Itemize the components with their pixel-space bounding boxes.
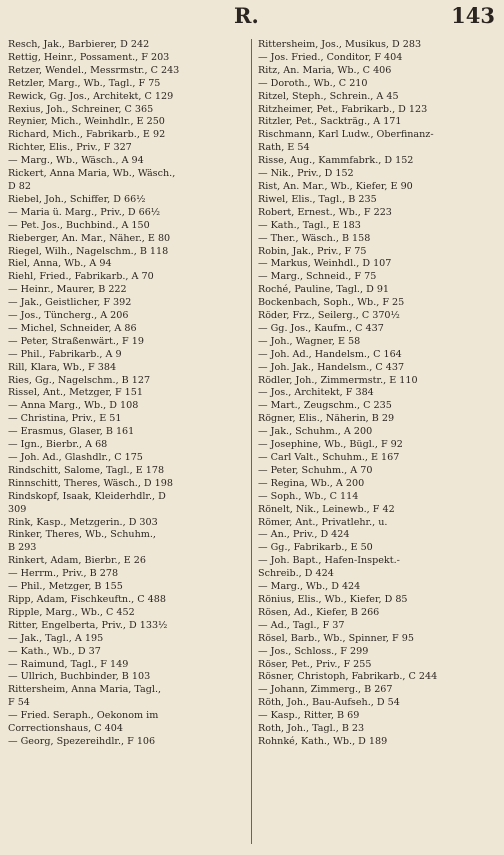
directory-entry: — Marg., Wb., D 424	[258, 581, 361, 593]
directory-entry: — Josephine, Wb., Bügl., F 92	[258, 439, 403, 451]
directory-entry: Rettig, Heinr., Possament., F 203	[8, 51, 170, 63]
directory-entry: Robin, Jak., Priv., F 75	[258, 245, 367, 257]
directory-entry: Rösen, Ad., Kiefer, B 266	[258, 606, 380, 618]
directory-entry: Rist, An. Mar., Wb., Kiefer, E 90	[258, 180, 413, 192]
directory-entry: Rieberger, An. Mar., Näher., E 80	[8, 232, 171, 244]
directory-entry: Resch, Jak., Barbierer, D 242	[8, 39, 150, 50]
directory-entry: Robert, Ernest., Wb., F 223	[258, 206, 392, 218]
directory-entry: Richard, Mich., Fabrikarb., E 92	[8, 129, 166, 141]
directory-entry: — Jos., Tüncherg., A 206	[8, 310, 129, 322]
directory-entry: — Peter, Schuhm., A 70	[258, 464, 373, 476]
directory-entry: Rischmann, Karl Ludw., Oberfinanz-	[258, 129, 434, 141]
directory-entry: — Georg, Spezereihdlr., F 106	[8, 735, 156, 747]
directory-entry: — Mart., Zeugschm., C 235	[258, 400, 392, 412]
directory-entry: — Regina, Wb., A 200	[258, 477, 365, 489]
directory-entry: — Marg., Wb., Wäsch., A 94	[8, 155, 144, 167]
directory-entry: — Kath., Wb., D 37	[8, 645, 101, 657]
directory-entry: — Joh. Jak., Handelsm., C 437	[258, 361, 405, 373]
directory-entry: — Ad., Tagl., F 37	[258, 619, 345, 631]
directory-entry: — Phil., Fabrikarb., A 9	[8, 348, 122, 360]
directory-entry: Ritter, Engelberta, Priv., D 133½	[8, 619, 168, 631]
directory-entry: Retzler, Marg., Wb., Tagl., F 75	[8, 77, 161, 89]
directory-entry: Ripple, Marg., Wb., C 452	[8, 606, 135, 618]
directory-entry: — Phil., Metzger, B 155	[8, 581, 123, 593]
directory-entry: Bockenbach, Soph., Wb., F 25	[258, 297, 405, 309]
left-column	[8, 39, 248, 749]
directory-entry: Schreib., D 424	[258, 568, 334, 580]
directory-entry: Rittersheim, Anna Maria, Tagl.,	[8, 684, 162, 696]
directory-entry: Ritzler, Pet., Sackträg., A 171	[258, 116, 402, 128]
directory-entry: Riel, Anna, Wb., A 94	[8, 258, 112, 270]
directory-entry: — Ullrich, Buchbinder, B 103	[8, 671, 151, 683]
directory-entry: — Marg., Schneid., F 75	[258, 271, 377, 283]
directory-entry: Ritzheimer, Pet., Fabrikarb., D 123	[258, 103, 428, 115]
directory-columns	[0, 39, 504, 851]
directory-entry: Rönius, Elis., Wb., Kiefer, D 85	[258, 593, 408, 605]
directory-entry: Rewick, Gg. Jos., Architekt, C 129	[8, 90, 174, 102]
directory-entry: — Johann, Zimmerg., B 267	[258, 684, 393, 696]
directory-entry: Römer, Ant., Privatlehr., u.	[258, 516, 388, 528]
directory-entry: — Jos., Schloss., F 299	[258, 645, 369, 657]
directory-entry: — Gg. Jos., Kaufm., C 437	[258, 322, 384, 334]
directory-entry: — Herrm., Priv., B 278	[8, 568, 119, 580]
directory-entry: — Peter, Straßenwärt., F 19	[8, 335, 144, 347]
directory-entry: Rexius, Joh., Schreiner, C 365	[8, 103, 154, 115]
directory-entry: Rinnschitt, Theres, Wäsch., D 198	[8, 477, 173, 489]
directory-entry: 309	[8, 503, 27, 515]
directory-entry: Ritzel, Steph., Schrein., A 45	[258, 90, 399, 102]
directory-entry: — Michel, Schneider, A 86	[8, 322, 137, 334]
directory-entry: F 54	[8, 697, 30, 709]
directory-entry: — Jak., Geistlicher, F 392	[8, 297, 132, 309]
directory-entry: — Joh. Ad., Glashdlr., C 175	[8, 452, 143, 463]
directory-entry: — Heinr., Maurer, B 222	[8, 284, 127, 296]
directory-entry: Rickert, Anna Maria, Wb., Wäsch.,	[8, 168, 176, 180]
directory-entry: — An., Priv., D 424	[258, 529, 350, 541]
directory-entry: — Christina, Priv., E 51	[8, 413, 122, 425]
right-column	[258, 39, 500, 749]
directory-entry: Reynier, Mich., Weinhdlr., E 250	[8, 116, 165, 128]
directory-entry: — Carl Valt., Schuhm., E 167	[258, 452, 400, 463]
directory-entry: Röth, Joh., Bau-Aufseh., D 54	[258, 697, 400, 709]
directory-entry: Rindskopf, Isaak, Kleiderhdlr., D	[8, 490, 166, 502]
directory-entry: — Ign., Bierbr., A 68	[8, 439, 108, 451]
directory-entry: — Joh. Bapt., Hafen-Inspekt.-	[258, 555, 400, 567]
column-divider	[251, 39, 252, 844]
directory-entry: Rohnké, Kath., Wb., D 189	[258, 735, 388, 747]
directory-entry: — Pet. Jos., Buchbind., A 150	[8, 219, 150, 231]
directory-entry: Riwel, Elis., Tagl., B 235	[258, 193, 377, 205]
directory-entry: Rissel, Ant., Metzger, F 151	[8, 387, 143, 399]
directory-entry: — Raimund, Tagl., F 149	[8, 658, 129, 670]
directory-entry: — Ther., Wäsch., B 158	[258, 232, 371, 244]
directory-entry: — Kath., Tagl., E 183	[258, 219, 361, 231]
directory-entry: Rinkert, Adam, Bierbr., E 26	[8, 555, 146, 567]
directory-entry: — Doroth., Wb., C 210	[258, 77, 368, 89]
directory-entry: — Gg., Fabrikarb., E 50	[258, 542, 373, 554]
directory-entry: — Jos., Architekt, F 384	[258, 387, 374, 399]
directory-entry: Roth, Joh., Tagl., B 23	[258, 723, 365, 735]
directory-entry: — Jos. Fried., Conditor, F 404	[258, 51, 403, 63]
directory-entry: — Jak., Schuhm., A 200	[258, 426, 373, 438]
directory-entry: Rönelt, Nik., Leinewb., F 42	[258, 503, 395, 515]
directory-entry: Rösner, Christoph, Fabrikarb., C 244	[258, 671, 438, 683]
directory-entry: Richter, Elis., Priv., F 327	[8, 142, 132, 154]
directory-entry: — Joh. Ad., Handelsm., C 164	[258, 348, 402, 360]
directory-entry: Rinker, Theres, Wb., Schuhm.,	[8, 529, 156, 541]
directory-entry: Rödler, Joh., Zimmermstr., E 110	[258, 374, 418, 386]
directory-entry: Rill, Klara, Wb., F 384	[8, 361, 117, 373]
directory-entry: Röder, Frz., Seilerg., C 370½	[258, 310, 400, 322]
directory-entry: — Anna Marg., Wb., D 108	[8, 400, 139, 412]
directory-entry: Riebel, Joh., Schiffer, D 66½	[8, 193, 146, 205]
directory-entry: — Maria ü. Marg., Priv., D 66½	[8, 206, 161, 218]
directory-entry: Rath, E 54	[258, 142, 310, 154]
directory-entry: — Erasmus, Glaser, B 161	[8, 426, 135, 438]
directory-entry: — Nik., Priv., D 152	[258, 168, 354, 180]
directory-entry: Rösel, Barb., Wb., Spinner, F 95	[258, 632, 414, 644]
directory-entry: — Fried. Seraph., Oekonom im	[8, 710, 159, 722]
directory-entry: Ries, Gg., Nagelschm., B 127	[8, 374, 151, 386]
directory-entry: Ripp, Adam, Fischkeuftn., C 488	[8, 593, 166, 605]
directory-entry: — Kasp., Ritter, B 69	[258, 710, 360, 722]
directory-entry: Röser, Pet., Priv., F 255	[258, 658, 372, 670]
directory-entry: Retzer, Wendel., Messrmstr., C 243	[8, 64, 180, 76]
page-number: 143	[451, 3, 495, 28]
directory-entry: — Jak., Tagl., A 195	[8, 632, 104, 644]
directory-entry: B 293	[8, 542, 37, 554]
directory-entry: Riehl, Fried., Fabrikarb., A 70	[8, 271, 154, 283]
page-header	[0, 3, 504, 31]
directory-entry: Rink, Kasp., Metzgerin., D 303	[8, 516, 158, 528]
directory-entry: — Joh., Wagner, E 58	[258, 335, 361, 347]
directory-entry: Correctionshaus, C 404	[8, 723, 123, 735]
section-letter: R.	[234, 3, 259, 28]
directory-entry: Rögner, Elis., Näherin, B 29	[258, 413, 395, 425]
directory-entry: Riegel, Wilh., Nagelschm., B 118	[8, 245, 169, 257]
directory-entry: D 82	[8, 180, 31, 192]
directory-entry: — Soph., Wb., C 114	[258, 490, 359, 502]
directory-entry: — Markus, Weinhdl., D 107	[258, 258, 392, 270]
directory-entry: Ritz, An. Maria, Wb., C 406	[258, 64, 392, 76]
directory-entry: Roché, Pauline, Tagl., D 91	[258, 284, 390, 296]
directory-entry: Rindschitt, Salome, Tagl., E 178	[8, 464, 165, 476]
directory-entry: Rittersheim, Jos., Musikus, D 283	[258, 39, 422, 50]
directory-entry: Risse, Aug., Kammfabrk., D 152	[258, 155, 414, 167]
